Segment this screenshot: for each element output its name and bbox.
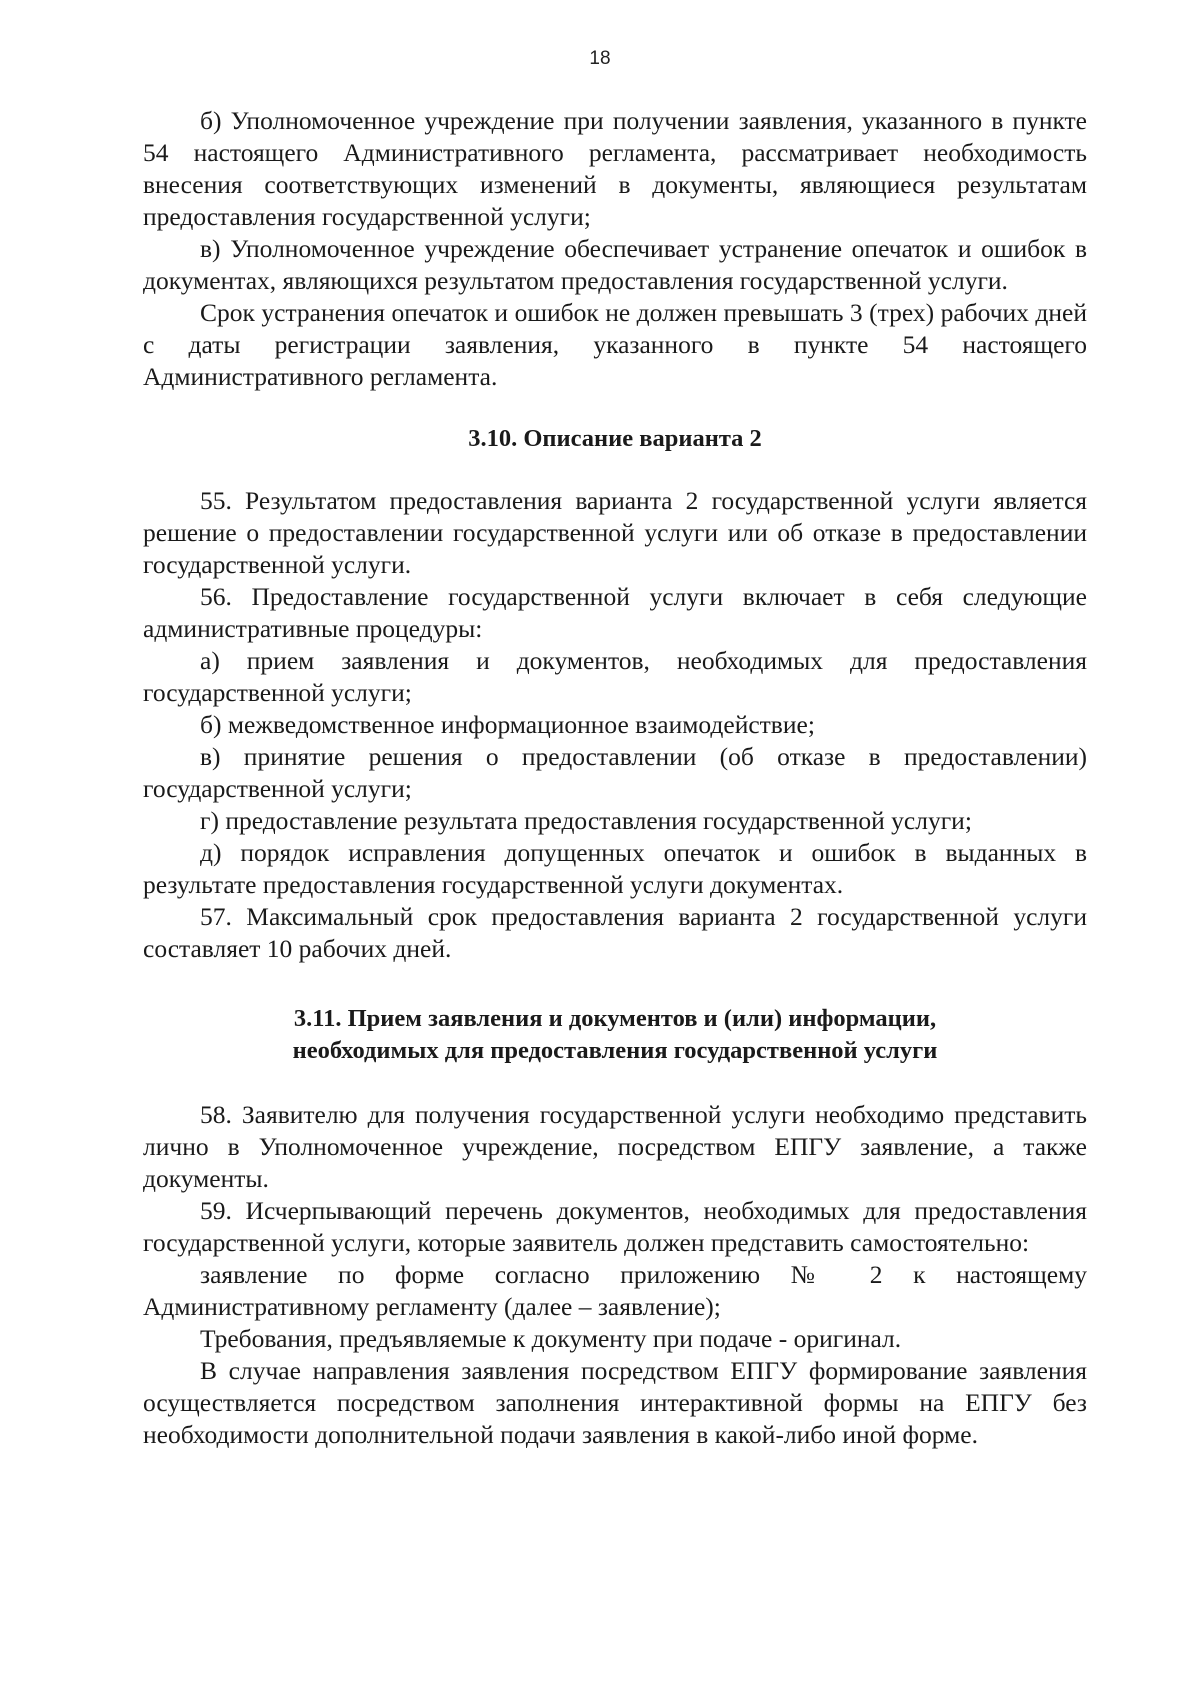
page-number: 18 <box>589 48 611 69</box>
paragraph-b-amendments: б) Уполномоченное учреждение при получении заявления, указанного в пункте 54 настоящего Административного регламента, рассматривает необходимость внесения соответствующих изменений в документы, являющиеся результатам предоставления государственной услуги; <box>143 106 1087 231</box>
paragraph-59: 59. Исчерпывающий перечень документов, необходимых для предоставления государственной услуги, которые заявитель должен представить самостоятельно: <box>143 1196 1087 1257</box>
list-item-g: г) предоставление результата предоставления государственной услуги; <box>200 806 972 835</box>
list-item-a: а) прием заявления и документов, необходимых для предоставления государственной услуги; <box>143 646 1087 707</box>
paragraph-58: 58. Заявителю для получения государственной услуги необходимо представить лично в Уполномоченное учреждение, посредством ЕПГУ заявление, а также документы. <box>143 1100 1087 1193</box>
list-item-b: б) межведомственное информационное взаимодействие; <box>200 710 815 739</box>
list-item-v: в) принятие решения о предоставлении (об отказе в предоставлении) государственной услуги; <box>143 742 1087 803</box>
section-heading-3-11-line2: необходимых для предоставления государственной услуги <box>292 1037 938 1064</box>
paragraph-55: 55. Результатом предоставления варианта 2 государственной услуги является решение о предоставлении государственной услуги или об отказе в предоставлении государственной услуги. <box>143 486 1087 579</box>
list-item-application-form: заявление по форме согласно приложению № 2 к настоящему Административному регламенту (далее – заявление); <box>143 1260 1087 1321</box>
section-heading-3-11-line1: 3.11. Прием заявления и документов и (или) информации, <box>293 1005 937 1032</box>
paragraph-correction-deadline: Срок устранения опечаток и ошибок не должен превышать 3 (трех) рабочих дней с даты регистрации заявления, указанного в пункте 54 настоящего Административного регламента. <box>143 298 1087 391</box>
list-item-d: д) порядок исправления допущенных опечаток и ошибок в выданных в результате предоставления государственной услуги документах. <box>143 838 1087 899</box>
section-heading-3-10: 3.10. Описание варианта 2 <box>468 425 762 452</box>
paragraph-epgu-submission: В случае направления заявления посредством ЕПГУ формирование заявления осуществляется посредством заполнения интерактивной формы на ЕПГУ без необходимости дополнительной подачи заявления в какой-либо иной форме. <box>143 1356 1087 1449</box>
paragraph-56: 56. Предоставление государственной услуги включает в себя следующие административные процедуры: <box>143 582 1087 643</box>
paragraph-57: 57. Максимальный срок предоставления варианта 2 государственной услуги составляет 10 рабочих дней. <box>143 902 1087 963</box>
paragraph-requirements: Требования, предъявляемые к документу при подаче - оригинал. <box>200 1324 902 1353</box>
paragraph-v-corrections: в) Уполномоченное учреждение обеспечивает устранение опечаток и ошибок в документах, являющихся результатом предоставления государственной услуги. <box>143 234 1087 295</box>
document-body <box>143 105 1087 1451</box>
